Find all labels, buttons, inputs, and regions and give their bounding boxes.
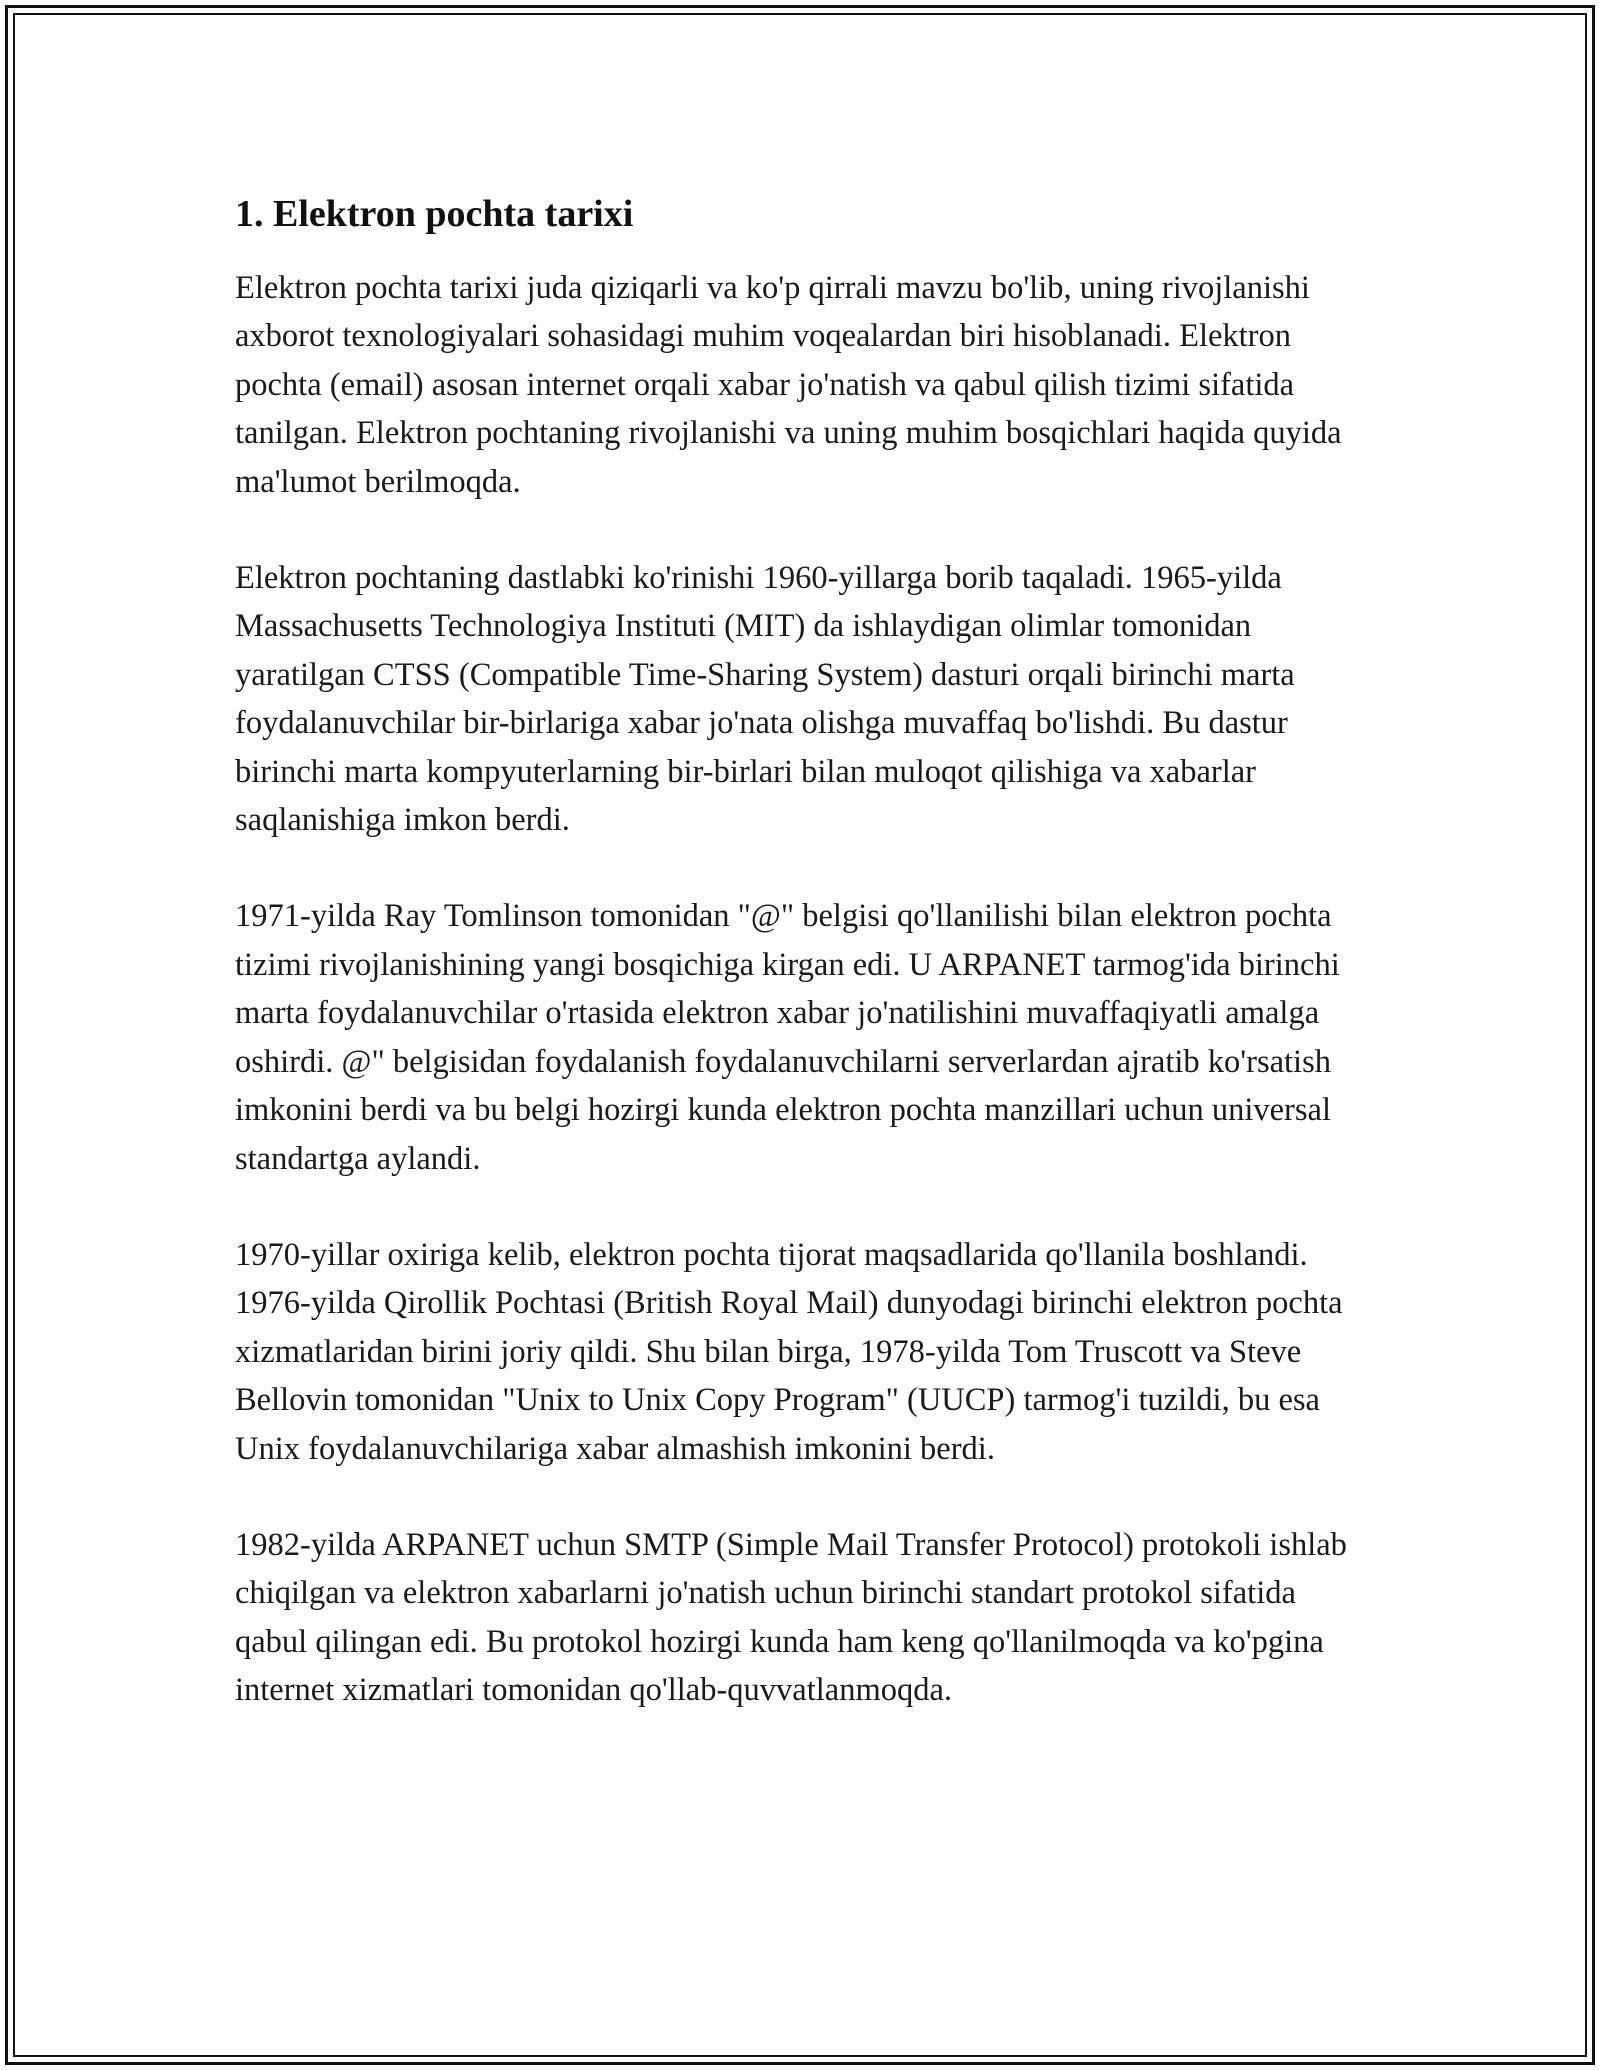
paragraph-1982: 1982-yilda ARPANET uchun SMTP (Simple Mail Transfer Protocol) protokoli ishlab chiqilgan va elektron xabarlarni jo'natish uchun birinchi standart protokol sifatida qabul qilingan edi. Bu protokol hozirgi kunda ham keng qo'llanilmoqda va ko'pgina internet xizmatlari tomonidan qo'llab-quvvatlanmoqda. (235, 1526, 1347, 1709)
section-heading: 1. Elektron pochta tarixi (235, 193, 634, 235)
paragraph-1970s: 1970-yillar oxiriga kelib, elektron pochta tijorat maqsadlarida qo'llanila boshlandi. 1976-yilda Qirollik Pochtasi (British Royal Mail) dunyodagi birinchi elektron pochta xizmatlaridan birini joriy qildi. Shu bilan birga, 1978-yilda Tom Truscott va Steve Bellovin tomonidan "Unix to Unix Copy Program" (UUCP) tarmog'i tuzildi, bu esa Unix foydalanuvchilariga xabar almashish imkonini berdi. (235, 1236, 1343, 1467)
paragraph-intro: Elektron pochta tarixi juda qiziqarli va ko'p qirrali mavzu bo'lib, uning rivojlanishi axborot texnologiyalari sohasidagi muhim voqealardan biri hisoblanadi. Elektron pochta (email) asosan internet orqali xabar jo'natish va qabul qilish tizimi sifatida tanilgan. Elektron pochtaning rivojlanishi va uning muhim bosqichlari haqida quyida ma'lumot berilmoqda. (235, 270, 1342, 500)
document-body (235, 186, 1370, 1763)
paragraph-1960s: Elektron pochtaning dastlabki ko'rinishi 1960-yillarga borib taqaladi. 1965-yilda Massachusetts Technologiya Instituti (MIT) da ishlaydigan olimlar tomonidan yaratilgan CTSS (Compatible Time-Sharing System) dasturi orqali birinchi marta foydalanuvchilar bir-birlariga xabar jo'nata olishga muvaffaq bo'lishdi. Bu dastur birinchi marta kompyuterlarning bir-birlari bilan muloqot qilishiga va xabarlar saqlanishiga imkon berdi. (235, 560, 1295, 839)
paragraph-1971: 1971-yilda Ray Tomlinson tomonidan "@" belgisi qo'llanilishi bilan elektron pochta tizimi rivojlanishining yangi bosqichiga kirgan edi. U ARPANET tarmog'ida birinchi marta foydalanuvchilar o'rtasida elektron xabar jo'natilishini muvaffaqiyatli amalga oshirdi. @" belgisidan foydalanish foydalanuvchilarni serverlardan ajratib ko'rsatish imkonini berdi va bu belgi hozirgi kunda elektron pochta manzillari uchun universal standartga aylandi. (235, 898, 1340, 1177)
